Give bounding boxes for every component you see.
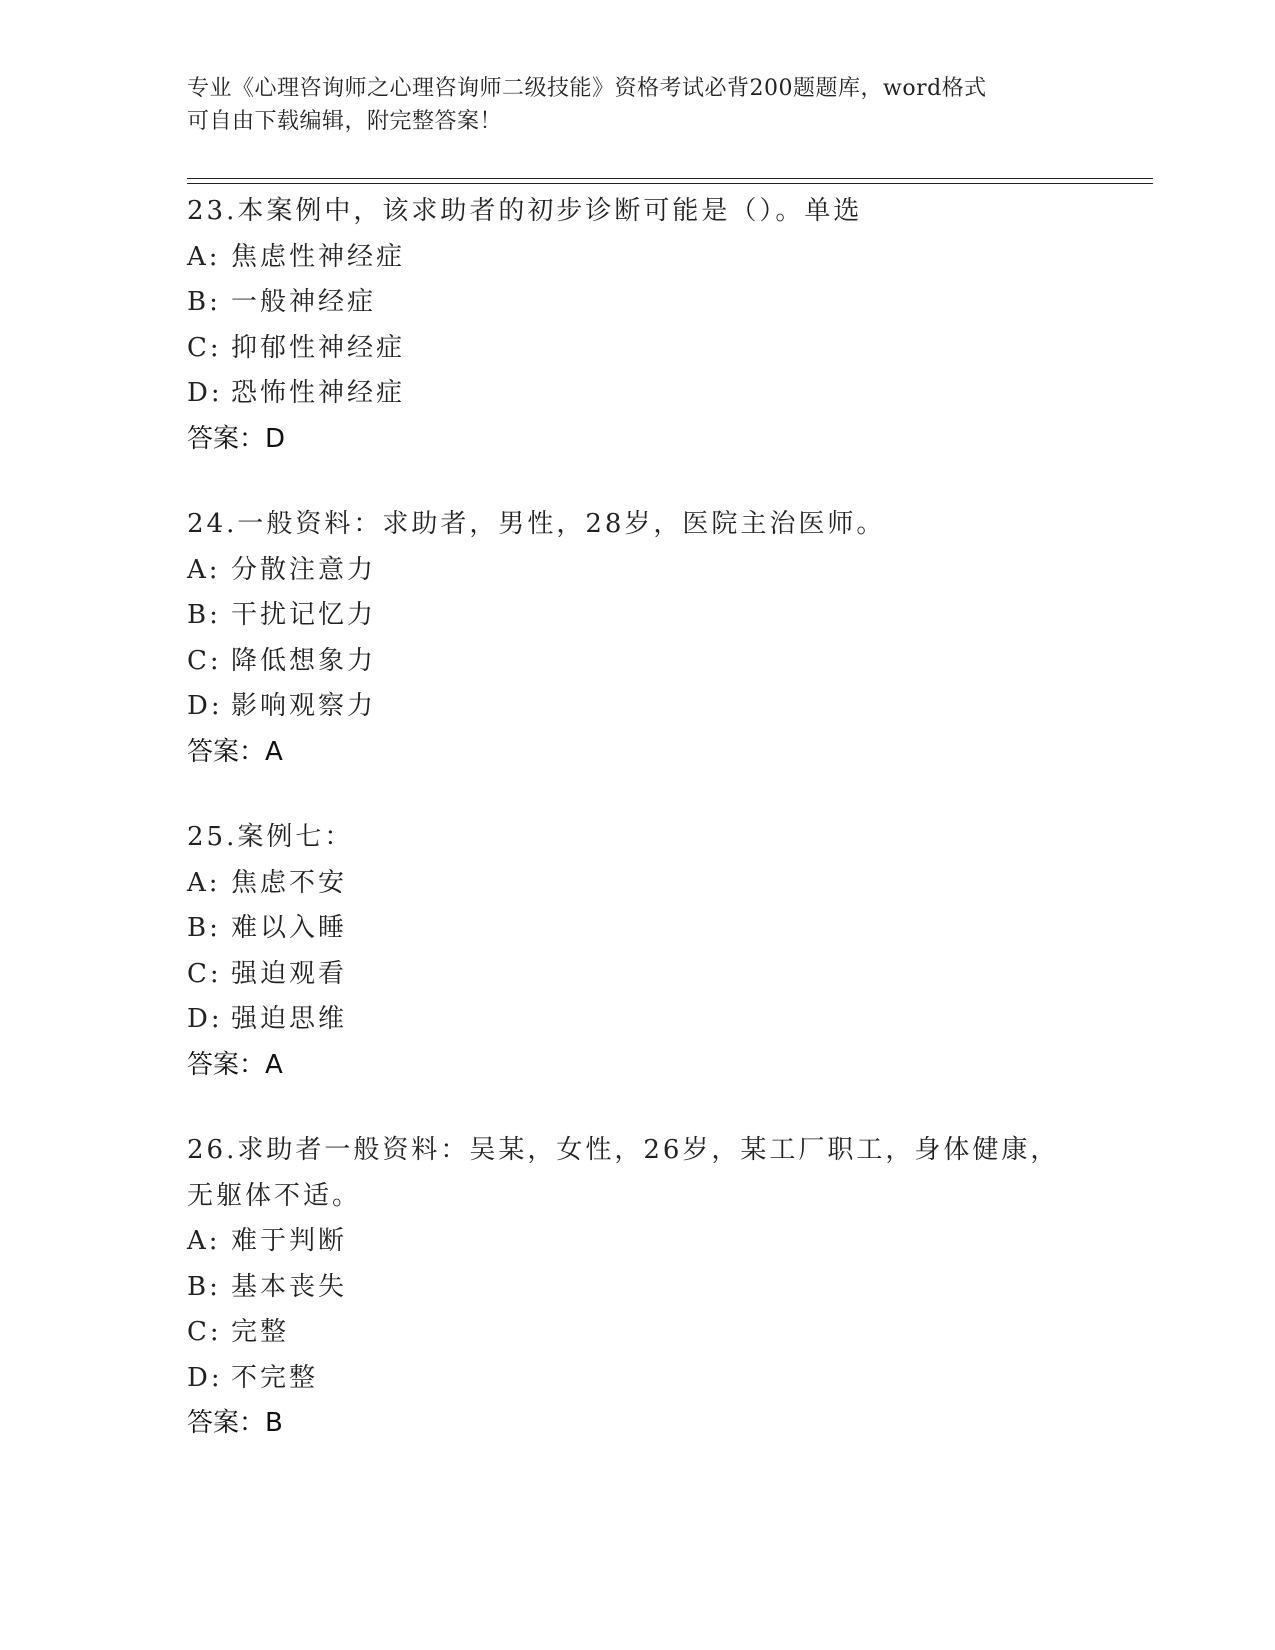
- option-text: 分散注意力: [231, 554, 377, 585]
- option-letter: D:: [187, 1362, 223, 1393]
- document-header: [187, 72, 1087, 138]
- option-text: 影响观察力: [231, 691, 377, 721]
- question-stem: 23.本案例中，该求助者的初步诊断可能是（）。单选: [187, 196, 863, 226]
- answer-line: [187, 1401, 1087, 1447]
- option-d: [187, 997, 1087, 1043]
- option-text: 一般神经症: [231, 287, 377, 317]
- question-stem: 26.求助者一般资料：吴某，女性，26岁，某工厂职工，身体健康，无躯体不适。: [187, 1135, 1060, 1211]
- question-26: [187, 1128, 1087, 1447]
- option-text: 焦虑不安: [231, 867, 348, 898]
- question-23: [187, 189, 1087, 462]
- option-b: [187, 1265, 1087, 1311]
- option-c: [187, 952, 1087, 998]
- answer-value: A: [265, 736, 283, 767]
- option-d: [187, 684, 1087, 730]
- option-b: [187, 280, 1087, 326]
- option-text: 恐怖性神经症: [231, 378, 406, 408]
- answer-value: B: [265, 1408, 283, 1438]
- option-text: 降低想象力: [231, 645, 377, 676]
- option-letter: A:: [187, 241, 221, 272]
- answer-value: D: [265, 423, 286, 454]
- header-line-2: 可自由下载编辑，附完整答案！: [187, 109, 503, 134]
- option-a: [187, 235, 1087, 281]
- option-letter: A:: [187, 1226, 221, 1256]
- answer-line: [187, 730, 1087, 776]
- option-letter: B:: [187, 600, 221, 630]
- option-a: [187, 861, 1087, 907]
- option-letter: C:: [187, 332, 222, 363]
- option-text: 抑郁性神经症: [231, 332, 406, 363]
- option-text: 干扰记忆力: [231, 600, 377, 630]
- question-24: [187, 502, 1087, 775]
- option-letter: D:: [187, 378, 223, 408]
- option-letter: C:: [187, 645, 222, 676]
- option-a: [187, 1219, 1087, 1265]
- answer-label: 答案：: [187, 1408, 266, 1438]
- answer-label: 答案：: [187, 1049, 266, 1080]
- answer-label: 答案：: [187, 736, 266, 767]
- option-text: 焦虑性神经症: [231, 241, 406, 272]
- option-letter: B:: [187, 287, 221, 317]
- question-stem: 24.一般资料：求助者，男性，28岁，医院主治医师。: [187, 509, 886, 539]
- header-line-1: 专业《心理咨询师之心理咨询师二级技能》资格考试必背200题题库，word格式: [187, 76, 987, 101]
- option-c: [187, 326, 1087, 372]
- option-letter: B:: [187, 913, 221, 943]
- answer-value: A: [265, 1049, 283, 1080]
- question-list: [187, 189, 1087, 1487]
- option-c: [187, 1310, 1087, 1356]
- option-letter: B:: [187, 1271, 221, 1302]
- option-d: [187, 1356, 1087, 1402]
- option-a: [187, 548, 1087, 594]
- answer-line: [187, 417, 1087, 463]
- option-text: 不完整: [231, 1362, 319, 1393]
- option-letter: D:: [187, 1004, 223, 1034]
- option-text: 基本丧失: [231, 1271, 348, 1302]
- option-d: [187, 371, 1087, 417]
- option-letter: A:: [187, 554, 221, 585]
- option-text: 难以入睡: [231, 913, 348, 943]
- option-letter: C:: [187, 958, 222, 989]
- answer-label: 答案：: [187, 423, 266, 454]
- option-text: 强迫观看: [231, 958, 348, 989]
- question-25: [187, 815, 1087, 1088]
- answer-line: [187, 1043, 1087, 1089]
- option-text: 强迫思维: [231, 1004, 348, 1034]
- option-c: [187, 639, 1087, 685]
- option-text: 完整: [231, 1317, 290, 1347]
- option-letter: A:: [187, 867, 221, 898]
- question-stem: 25.案例七：: [187, 822, 354, 852]
- option-letter: D:: [187, 691, 223, 721]
- option-b: [187, 593, 1087, 639]
- option-b: [187, 906, 1087, 952]
- header-divider: [187, 178, 1153, 184]
- option-letter: C:: [187, 1317, 222, 1347]
- option-text: 难于判断: [231, 1226, 348, 1256]
